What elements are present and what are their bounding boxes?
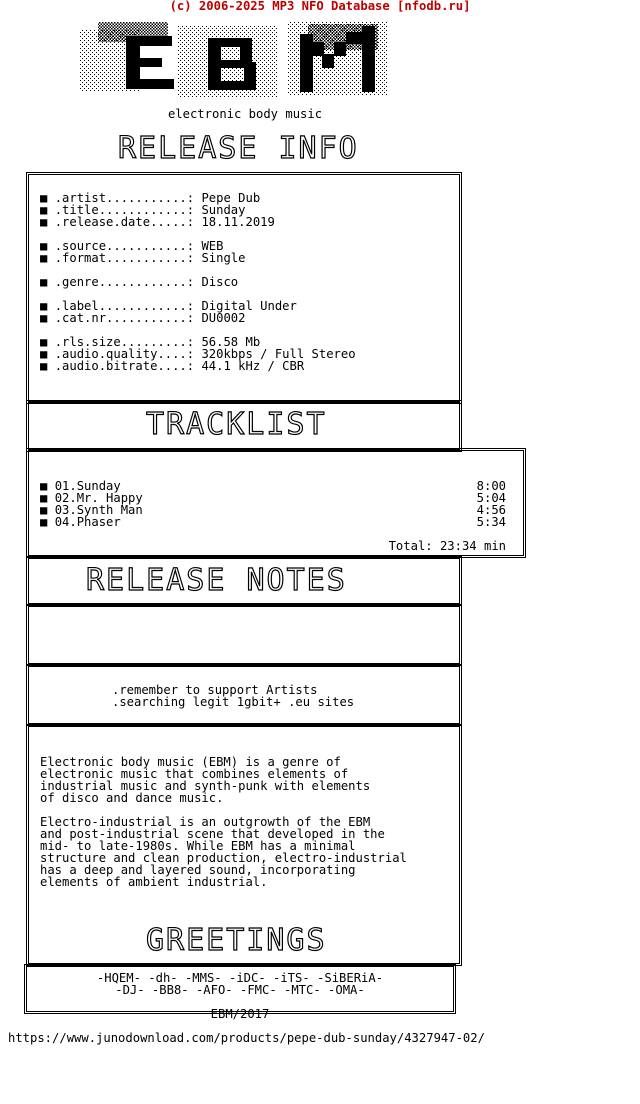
info-row-audio-bitrate: ■ .audio.bitrate....: 44.1 kHz / CBR [40, 359, 305, 373]
description-line: electronic music that combines elements of [40, 767, 349, 781]
info-row-source: ■ .source...........: WEB [40, 239, 224, 253]
tracklist [40, 480, 506, 528]
tagline: electronic body music [167, 107, 323, 121]
info-row-label: ■ .label............: Digital Under [40, 299, 297, 313]
release-notes-box [26, 604, 462, 666]
support-line: .remember to support Artists [112, 683, 318, 697]
description-line: industrial music and synth-punk with elements [40, 779, 371, 793]
description-line: and post-industrial scene that developed in the [40, 827, 385, 841]
tracklist-heading: TRACKLIST [146, 407, 327, 442]
description-line: of disco and dance music. [40, 791, 224, 805]
info-row-title: ■ .title............: Sunday [40, 203, 246, 217]
greetings-list [24, 972, 456, 996]
description-line: structure and clean production, electro-industrial [40, 851, 407, 865]
release-info-heading: RELEASE INFO [118, 131, 359, 166]
track-row: ■ 03.Synth Man 4:56 [40, 503, 506, 517]
info-row-cat-nr: ■ .cat.nr...........: DU0002 [40, 311, 246, 325]
description-line: elements of ambient industrial. [40, 875, 268, 889]
info-row-rls-size: ■ .rls.size.........: 56.58 Mb [40, 335, 261, 349]
signature: EBM/2017 [210, 1007, 270, 1021]
info-row-format: ■ .format...........: Single [40, 251, 246, 265]
source-url-link[interactable]: https://www.junodownload.com/products/pepe-dub-sunday/4327947-02/ [8, 1031, 485, 1045]
description-text [40, 756, 407, 888]
greetings-line: -HQEM- -dh- -MMS- -iDC- -iTS- -SiBERiA- [96, 971, 384, 985]
description-line: Electro-industrial is an outgrowth of the EBM [40, 815, 371, 829]
greetings-line: -DJ- -BB8- -AFO- -FMC- -MTC- -OMA- [115, 983, 365, 997]
info-row-artist: ■ .artist...........: Pepe Dub [40, 191, 261, 205]
ebm-logo [78, 22, 388, 102]
release-info-list [40, 192, 440, 372]
description-line: Electronic body music (EBM) is a genre of [40, 755, 341, 769]
support-lines [112, 684, 354, 708]
info-row-audio-quality: ■ .audio.quality....: 320kbps / Full Stereo [40, 347, 356, 361]
tracklist-total: Total: 23:34 min [388, 539, 506, 553]
copyright-header: (c) 2006-2025 MP3 NFO Database [nfodb.ru] [169, 0, 471, 13]
info-row-release-date: ■ .release.date.....: 18.11.2019 [40, 215, 275, 229]
description-line: has a deep and layered sound, incorporating [40, 863, 356, 877]
greetings-heading: GREETINGS [146, 923, 327, 958]
support-line: .searching legit 1gbit+ .eu sites [112, 695, 355, 709]
track-row: ■ 02.Mr. Happy 5:04 [40, 491, 506, 505]
info-row-genre: ■ .genre............: Disco [40, 275, 239, 289]
track-row: ■ 01.Sunday 8:00 [40, 479, 506, 493]
track-row: ■ 04.Phaser 5:34 [40, 515, 506, 529]
release-notes-heading: RELEASE NOTES [86, 563, 347, 598]
description-line: mid- to late-1980s. While EBM has a minimal [40, 839, 356, 853]
